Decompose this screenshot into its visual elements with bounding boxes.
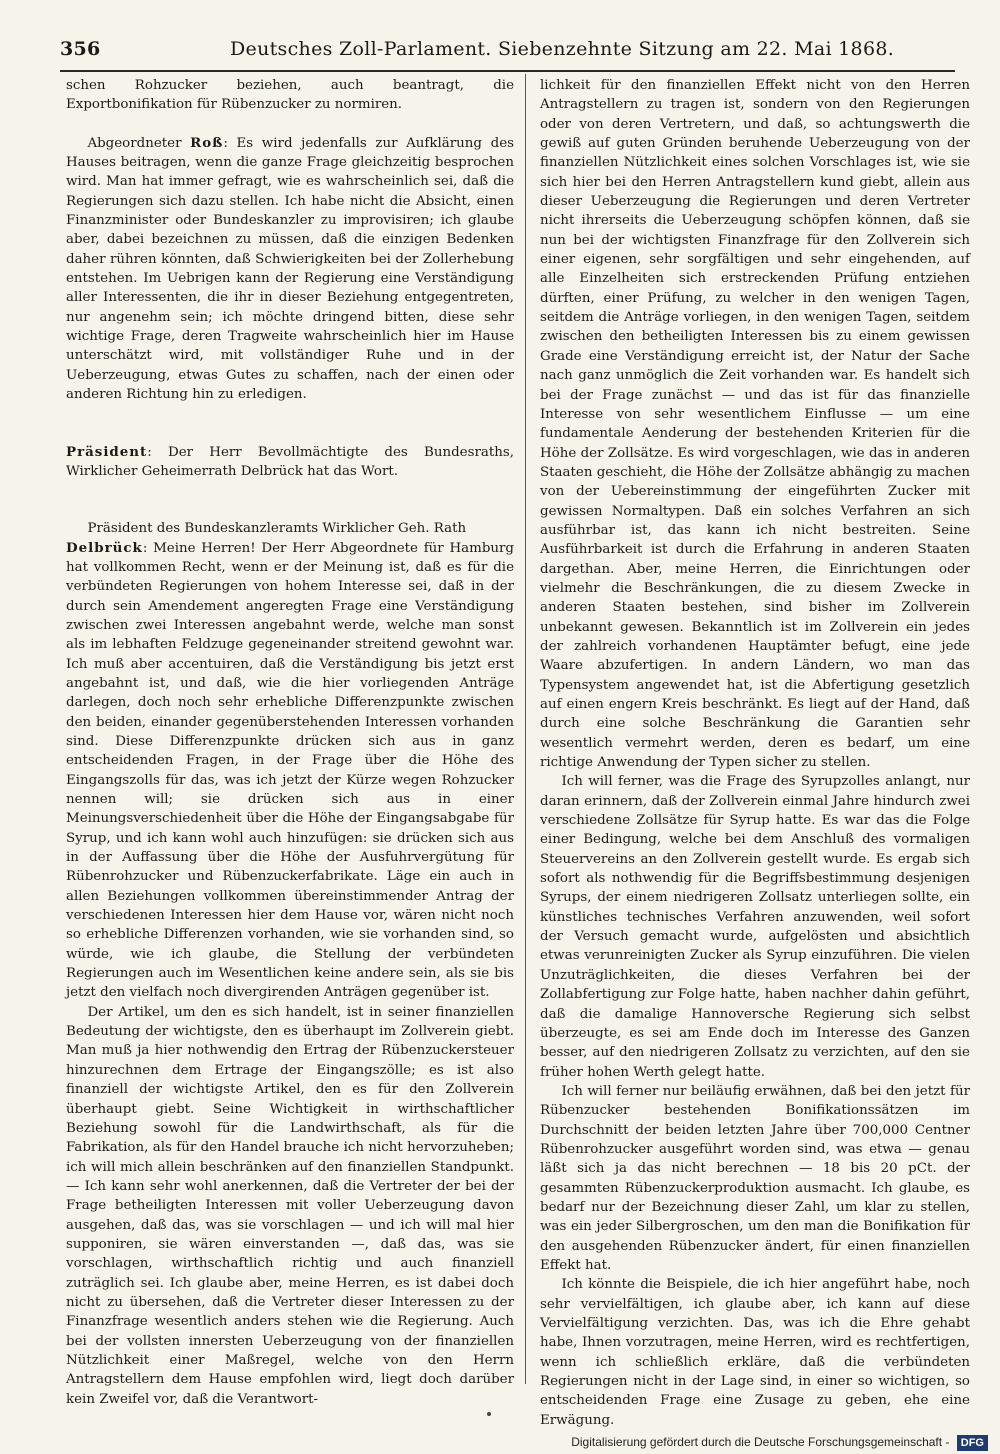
paragraph: lichkeit für den finanziellen Effekt nicht von den Herren Antragstellern zu tragen ist, sondern von den Regierungen oder von deren Vertretern, und daß, so achtungswerth die gewiß auf guten Gründen beruhende Ueberzeugung von der finanziellen Nützlichkeit eines solchen Vorschlages ist, wie sie sich hier bei den Herren Antragstellern kund giebt, allein aus dieser Ueberzeugung die Regierungen und deren Vertreter nicht ihrerseits die Ueberzeugung schöpfen können, daß sie nun bei der wichtigsten Finanzfrage für den Zollverein sich einer eigenen, sehr sorgfältigen und sehr eingehenden, auf alle Einzelheiten sich erstreckenden Prüfung entziehen dürften, einer Prüfung, zu welcher in den wenigen Tagen, seitdem die Anträge vorliegen, in den wenigen Tagen, seitdem zwischen den betheiligten Interessen bis zu einem gewissen Grade eine Verständigung erreicht ist, der Natur der Sache nach ganz unmöglich die Zeit vorhanden war. Es handelt sich bei der Frage zunächst — und das ist für das finanzielle Interesse von sehr wesentlichem Einflusse — um eine fundamentale Aenderung der bestehenden Kriterien für die Höhe der Zollsätze. Es wird vorgeschlagen, wie das in anderen Staaten geschieht, die Höhe der Zollsätze abhängig zu machen von der Uebereinstimmung der eingeführten Zucker mit gewissen Normaltypen. Daß ein solches Verfahren an sich ausführbar ist, das kann ich nicht bestreiten. Seine Ausführbarkeit ist durch die Erfahrung in anderen Staaten dargethan. Aber, meine Herren, die Einrichtungen oder vielmehr die Beschränkungen, die zu diesem Zwecke in anderen Staaten bestehen, sind bisher im Zollverein unbekannt gewesen. Bekanntlich ist im Zollverein ein jedes der zahlreich vorhandenen Hauptämter befugt, eine jede Waare abzufertigen. In andern Ländern, wo man das Typensystem angewendet hat, ist die Abfertigung gesetzlich auf einen engern Kreis beschränkt. Es liegt auf der Hand, daß durch eine solche Beschränkung die Garantien sehr wesentlich vermehrt werden, deren es bedarf, um eine richtige Anwendung der Typen sicher zu stellen. — [540, 78, 970, 771]
speaker-title: Präsident des Bundeskanzleramts Wirklicher Geh. Rath — [87, 521, 467, 537]
speech-delbrueck — [66, 539, 514, 1003]
left-column — [66, 76, 514, 1409]
speech-president — [66, 443, 514, 482]
speech-ross — [66, 134, 514, 405]
footer-text: Digitalisierung gefördert durch die Deutsche Forschungsgemeinschaft - — [571, 1435, 950, 1449]
paragraph: Ich will ferner, was die Frage des Syrupzolles anlangt, nur daran erinnern, daß der Zollverein einmal Jahre hindurch zwei verschiedene Zollsätze für Syrup hatte. Es war das die Folge einer Bedingung, welche bei dem Anschluß des vormaligen Steuervereins an den Zollverein gestellt wurde. Es ergab sich sofort als nothwendig für die Begriffsbestimmung desjenigen Syrups, der einem niedrigeren Zollsatz unterliegen sollte, ein künstliches technisches Verfahren anzuwenden, weil sofort der Versuch gemacht wurde, aufgelösten und absichtlich etwas verunreinigten Zucker als Syrup einzuführen. Die vielen Unzuträglichkeiten, die dieses Verfahren bei der Zollabfertigung zur Folge hatte, haben nachher dahin geführt, daß die damalige Hannoversche Regierung sich selbst überzeugte, es sei am Ende doch im Interesse des Ganzen besser, auf den niedrigeren Zollsatz zu verzichten, auf den sie früher hohen Werth gelegt hatte. — [540, 774, 970, 1080]
page-header — [60, 34, 950, 64]
paragraph: schen Rohzucker beziehen, auch beantragt, die Exportbonifikation für Rübenzucker zu normiren. — [66, 78, 514, 113]
paragraph: Der Artikel, um den es sich handelt, ist in seiner finanziellen Bedeutung der wichtigste, den es überhaupt im Zollverein giebt. Man muß ja hier nothwendig den Ertrag der Rübenzuckersteuer hinzurechnen dem Ertrage der Eingangszölle; es ist also finanziell der wichtigste Artikel, den es für den Zollverein überhaupt giebt. Seine Wichtigkeit in wirthschaftlicher Beziehung sowohl für die Landwirthschaft, als für die Fabrikation, als für den Handel brauche ich nicht hervorzuheben; ich will mich allein beschränken auf den finanziellen Standpunkt. — Ich kann sehr wohl anerkennen, daß die Vertreter der bei der Frage betheiligten Interessen mit voller Ueberzeugung davon ausgehen, daß das, was sie vorschlagen — und ich will mal hier supponiren, sie wären einverstanden —, daß das, was sie vorschlagen, wirthschaftlich richtig und auch finanziell zuträglich sei. Ich glaube aber, meine Herren, es ist dabei doch nicht zu übersehen, daß die Vertreter dieser Interessen zu der Finanzfrage wesentlich anders stehen wie die Regierung. Auch bei der vollsten innersten Ueberzeugung von der finanziellen Nützlichkeit einer Maßregel, welche von den Herrn Antragstellern dem Hause empfohlen wird, liegt doch darüber kein Zweifel vor, daß die Verantwort- — [66, 1004, 514, 1407]
speech-text: : Es wird jedenfalls zur Aufklärung des Hauses beitragen, wenn die ganze Frage gleichzeitig besprochen wird. Man hat immer gefragt, wie es wahrscheinlich sei, daß die Regierungen sich dazu stellen. Ich habe nicht die Absicht, einen Finanzminister oder Bundeskanzler zu improvisiren; ich glaube aber, dabei bezeichnen zu müssen, daß die einzigen Bedenken daher rühren könnten, daß Schwierigkeiten bei der Zollerhebung entstehen. Im Uebrigen kann der Regierung eine Verständigung aller Interessenten, die ihr in dieser Beziehung entgegentreten, nur angenehm sein; ich möchte dringend bitten, diese sehr wichtige Frage, deren Tragweite wahrscheinlich hier im Hause unterschätzt wird, mit vollständiger Ruhe und in der Ueberzeugung, etwas Gutes zu schaffen, nach der einen oder anderen Richtung hin zu erledigen. — [66, 135, 514, 403]
speech-text: : Meine Herren! Der Herr Abgeordnete für Hamburg hat vollkommen Recht, wenn er der Meinung ist, daß es für die verbündeten Regierungen von hohem Interesse sei, daß in der durch sein Amendement angeregten Frage eine Verständigung zwischen zwei Interessen angebahnt werde, welche man sonst als im lebhaften Feldzuge gegeneinander streitend gewohnt war. Ich muß aber accentuiren, daß die Verständigung bis jetzt erst angebahnt ist, und daß, wie die hier vorliegenden Anträge darlegen, doch noch sehr erhebliche Differenzpunkte zwischen den beiden, einander gegenüberstehenden Interessen vorhanden sind. Diese Differenzpunkte drücken sich aus in ganz entscheidenden Fragen, in der Frage über die Höhe des Eingangszolls für das, was ich jetzt der Kürze wegen Rohzucker nennen will; sie drücken sich aus in einer Meinungsverschiedenheit über die Höhe der Eingangsabgabe für Syrup, und ich kann wohl auch hinzufügen: sie drücken sich aus in der Auffassung über die Höhe der Ausfuhrvergütung für Rübenrohzucker und Rübenzuckerfabrikate. Läge ein auch in allen Beziehungen vollkommen übereinstimmender Antrag der verschiedenen Interessen hier dem Hause vor, wären nicht noch so erhebliche Differenzen vorhanden, wie sie vorhanden sind, so würde, wie ich glaube, die Stellung der verbündeten Regierungen auch im Wesentlichen keine andere sein, als sie bis jetzt den vielfach noch divergirenden Anträgen gegenüber ist. — [66, 540, 514, 1001]
speaker-label: Abgeordneter — [87, 135, 191, 151]
header-rule — [60, 70, 955, 72]
ink-mark — [487, 1412, 491, 1416]
page-number: 356 — [60, 38, 101, 60]
speaker-name: Roß — [190, 134, 224, 151]
footer — [571, 1433, 988, 1451]
paragraph: Ich will ferner nur beiläufig erwähnen, daß bei den jetzt für Rübenzucker bestehenden Bonifikationssätzen im Durchschnitt der beiden letzten Jahre über 700,000 Centner Rübenrohzucker ausgeführt worden sind, was etwa — genau läßt sich ja das nicht berechnen — 18 bis 20 pCt. der gesammten Rübenzuckerproduktion ausmacht. Ich glaube, es bedarf nur der Bezeichnung dieser Zahl, um klar zu stellen, was ein jeder Silbergroschen, um den man die Bonifikation für den ausgehenden Rübenzucker ändert, für einen finanziellen Effekt hat. — [540, 1083, 970, 1273]
right-column — [540, 76, 970, 1430]
column-divider — [525, 74, 526, 1384]
speaker-name: Delbrück — [66, 539, 143, 556]
speech-text: : Der Herr Bevollmächtigte des Bundesraths, Wirklicher Geheimerrath Delbrück hat das Wort. — [66, 444, 514, 479]
running-title: Deutsches Zoll-Parlament. Siebenzehnte Sitzung am 22. Mai 1868. — [230, 38, 895, 60]
speaker-name: Präsident — [66, 443, 148, 460]
dfg-logo-icon: DFG — [957, 1435, 988, 1451]
paragraph: Ich könnte die Beispiele, die ich hier angeführt habe, noch sehr vervielfältigen, ich glaube aber, ich kann auf diese Vervielfältigung verzichten. Das, was ich die Ehre gehabt habe, Ihnen vorzutragen, meine Herren, wird es rechtfertigen, wenn ich schließlich erkläre, daß die verbündeten Regierungen nicht in der Lage sind, in einer so wichtigen, so entscheidenden Frage eine Zusage zu geben, ehe eine Erwägung. — [540, 1277, 970, 1428]
